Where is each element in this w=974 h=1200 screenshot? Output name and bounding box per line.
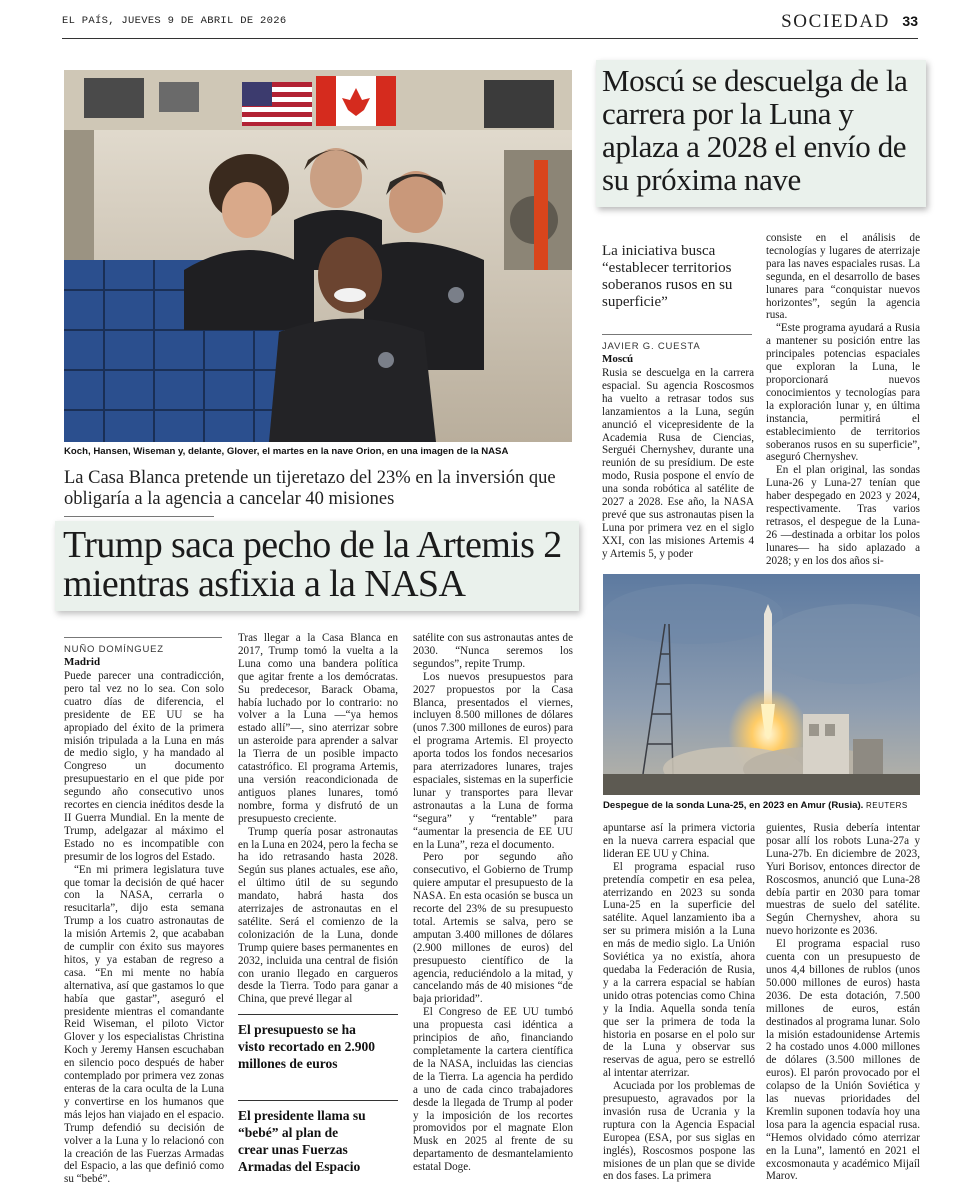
pullquote-rule-1 xyxy=(238,1014,398,1015)
column-right-2 xyxy=(766,232,920,568)
headline-trump: Trump saca pecho de la Artemis 2 mientras asfixia a la NASA xyxy=(63,524,562,605)
city-right: Moscú xyxy=(602,353,634,365)
pullquote-space-force: El presidente llama su “bebé” al plan de crear unas Fuerzas Armadas del Espacio xyxy=(238,1108,366,1174)
column-left-3 xyxy=(413,632,573,1174)
paragraph: consiste en el análisis de tecnologías y lugares de aterrizaje para las naves espaciales rusas. La segunda, en el desarrollo de bases lunares para “conquistar nuevos horizontes”, según la agencia rusa. xyxy=(766,232,920,322)
astronauts-photo xyxy=(64,70,572,442)
subhead-rule xyxy=(64,516,214,517)
rocket-launch-photo xyxy=(603,574,920,795)
paragraph: Puede parecer una contradicción, pero tal vez no lo sea. Con solo cuatro días de diferencia, el presidente de EE UU se ha apropiado del éxito de la primera misión tripulada a la Luna en más de medio siglo, y ha mandado al Congreso un documento presupuestario en el que pide por segundo año consecutivo unos recortes en ciencia inéditos desde la II Guerra Mundial. En la mente de Trump, adelgazar al máximo el Estado no es incompatible con presumir de los logros del Estado. xyxy=(64,670,224,863)
paragraph: “Este programa ayudará a Rusia a mantener su posición entre las principales potencias espaciales que exploran la Luna, le proporcionará nuevos conocimientos y tecnologías para la exploración lunar y, en última instancia, permitirá el establecimiento de territorios soberanos rusos en su superficie”, aseguró Chernyshev. xyxy=(766,322,920,464)
headline-moscow: Moscú se descuelga de la carrera por la Luna y aplaza a 2028 el envío de su próxima nave xyxy=(602,63,908,197)
byline-rule-left xyxy=(64,637,222,638)
column-right-1 xyxy=(602,367,754,561)
pullquote-budget: El presupuesto se ha visto recortado en 2.900 millones de euros xyxy=(238,1022,375,1071)
paragraph: Tras llegar a la Casa Blanca en 2017, Trump tomó la vuelta a la Luna como una bandera política que agitar frente a los demócratas. Su predecesor, Barack Obama, había luchado por lo contrario: no volver a la Luna —“ya hemos estado allí”—, sino aterrizar sobre un asteroide para aprender a salvar la Tierra de un posible impacto catastrófico. El programa Artemis, una versión reacondicionada de antiguos planes lunares, tomó nombre, forma y disfrutó de un presupuesto creciente. xyxy=(238,632,398,825)
author-left: NUÑO DOMÍNGUEZ xyxy=(64,644,164,655)
byline-rule-right xyxy=(602,334,752,335)
column-left-1 xyxy=(64,670,224,1186)
paragraph: El Congreso de EE UU tumbó una propuesta casi idéntica a principios de año, financiando completamente la cartera científica de la NASA, incluidas las ciencias de la Tierra. La agencia ha perdido a uno de cada cinco trabajadores desde la llegada de Trump al poder y la imposición de los recortes promovidos por el magnate Elon Musk en 2025 al frente de su departamento de desmantelamiento estatal Doge. xyxy=(413,1006,573,1174)
paragraph: En el plan original, las sondas Luna-26 y Luna-27 tenían que haber despegado en 2023 y 2024, respectivamente. Tras varios retrasos, el despegue de la Luna-26 —destinada a orbitar los polos lunares— ha sido aplazado a 2028; y en los dos años si- xyxy=(766,464,920,567)
headline-box-left xyxy=(55,521,579,611)
paragraph: El programa espacial ruso pretendía competir en esa pelea, aterrizando en 2023 su sonda Luna-25 en la superficie del satélite. Aquel lanzamiento iba a ser su primera misión a la Luna en más de medio siglo. La Unión Soviética ya no existía, ahora quedaba la Federación de Rusia, y a la carrera espacial se habían unido otras potencias como China y la India. Aquella sonda tenía que ser la primera de toda la historia en posarse en el polo sur de la Luna y observar sus reservas de agua, pero se estrelló al intentar aterrizar. xyxy=(603,860,755,1080)
paragraph: apuntarse así la primera victoria en la nueva carrera espacial que lideran EE UU y China. xyxy=(603,822,755,860)
paragraph: Rusia se descuelga en la carrera espacial. Su agencia Roscosmos ha vuelto a retrasar todos sus lanzamientos a la Luna, según anunció el vicepresidente de la Academia Rusa de Ciencias, Serguéi Chernyshev, durante una reunión de su presídium. De este modo, Rusia pospone el envío de una sonda robótica al satélite de 2027 a 2028. Ese año, la NASA prevé que sus astronautas pisen la Luna por primera vez en el siglo XXI, con las misiones Artemis 4 y Artemis 5, y poder xyxy=(602,367,754,560)
paragraph: Trump quería posar astronautas en la Luna en 2024, pero la fecha se ha ido retrasando hasta 2028. Según sus planes actuales, ese año, el último útil de su segundo mandato, habrá hasta dos aterrizajes de astronautas en el satélite. Será el comienzo de la colonización de la Luna, donde Trump quiere bases permanentes en 2032, incluida una central de fisión con uranio llegado en cargueros desde la Tierra. Todo para ganar a China, que prevé llegar al xyxy=(238,825,398,1006)
caption-text: Despegue de la sonda Luna-25, en 2023 en Amur (Rusia). xyxy=(603,800,864,811)
column-right-4 xyxy=(766,822,920,1183)
page-number: 33 xyxy=(902,13,918,29)
paragraph: “En mi primera legislatura tuve que tomar la decisión de qué hacer con la NASA, cerrarla o resucitarla”, dijo esta semana Trump a los cuatro astronautas de la misión Artemis 2, que acababan de cumplir con éxito sus mayores hitos, y ya estaban de regreso a casa. “En mi mente no había alternativa, así que gastamos lo que había que gastar”, aseguró el presidente mientras el comandante Reid Wiseman, el piloto Victor Glover y los especialistas Christina Koch y Jeremy Hansen escuchaban en silencio poco después de haber contemplado por primera vez zonas enteras de la cara oculta de la Luna y convertirse en los humanos que más lejos han viajado en el espacio. Trump defendió su decisión de volver a la Luna y lo relacionó con la creación de las Fuerzas Armadas del Espacio, a las que definió como su “bebé”. xyxy=(64,863,224,1186)
photo-caption-astronauts: Koch, Hansen, Wiseman y, delante, Glover, el martes en la nave Orion, en una imagen de la NASA xyxy=(64,446,509,457)
photo-caption-rocket xyxy=(603,800,920,812)
subhead-left: La Casa Blanca pretende un tijeretazo del 23% en la inversión que obligaría a la agencia a cancelar 40 misiones xyxy=(64,468,556,509)
kicker-right: La iniciativa busca “establecer territorios soberanos rusos en su superficie” xyxy=(602,243,733,310)
paragraph: guientes, Rusia debería intentar posar allí los robots Luna-27a y Luna-27b. En diciembre de 2023, Yuri Borisov, entonces director de Roscosmos, anunció que Luna-28 debía partir en 2030 para tomar muestras de suelo del satélite. Según Chernyshev, ahora su nuevo horizonte es 2036. xyxy=(766,822,920,938)
city-left: Madrid xyxy=(64,656,101,668)
paragraph: Los nuevos presupuestos para 2027 propuestos por la Casa Blanca, presentados el viernes, incluyen 8.500 millones de dólares (unos 7.300 millones de euros) para el programa Artemis. El proyecto aporta todos los fondos necesarios para aterrizadores lunares, trajes espaciales, sistemas en la superficie lunar y transportes para llevar astronautas a la Luna de forma “segura” y “rentable” para “aumentar la presencia de EE UU en la Luna”, reza el documento. xyxy=(413,670,573,851)
column-left-2 xyxy=(238,632,398,1006)
photo-credit: REUTERS xyxy=(866,801,908,810)
section-name: SOCIEDAD xyxy=(781,11,890,32)
paragraph: El programa espacial ruso cuenta con un presupuesto de unos 4,4 billones de rublos (unos 50.000 millones de euros) hasta 2036. De esta dotación, 7.500 millones de euros, están destinados al programa lunar. Solo la misión estadounidense Artemis 2 ha costado unos 4.000 millones de dólares (3.500 millones de euros). El parón provocado por el colapso de la Unión Soviética y las nuevas prioridades del Kremlin suponen todavía hoy una losa para la agencia espacial rusa. “Hemos olvidado cómo aterrizar en la Luna”, lamentó en 2021 el excosmonauta y académico Mijaíl Marov. xyxy=(766,938,920,1183)
header-rule xyxy=(62,38,918,39)
paragraph: Acuciada por los problemas de presupuesto, agravados por la invasión rusa de Ucrania y la ruptura con la Agencia Espacial Europea (ESA, por sus siglas en inglés), Roscosmos pospone las misiones de un plan que se divide en dos fases. La primera xyxy=(603,1080,755,1183)
date-line: EL PAÍS, JUEVES 9 DE ABRIL DE 2026 xyxy=(62,15,287,27)
pullquote-rule-2 xyxy=(238,1100,398,1101)
paragraph: Pero por segundo año consecutivo, el Gobierno de Trump quiere amputar el presupuesto de la NASA. En esta ocasión se busca un recorte del 23% de su presupuesto total. Artemis se salva, pero se amputan 3.400 millones de dólares (2.900 millones de euros) del presupuesto científico de la agencia, reduciéndolo a la mitad, y cancelando más de 40 misiones “de baja prioridad”. xyxy=(413,851,573,1006)
paragraph: satélite con sus astronautas antes de 2030. “Nunca seremos los segundos”, repite Trump. xyxy=(413,632,573,670)
column-right-3 xyxy=(603,822,755,1183)
headline-box-right xyxy=(596,60,926,207)
author-right: JAVIER G. CUESTA xyxy=(602,341,701,352)
